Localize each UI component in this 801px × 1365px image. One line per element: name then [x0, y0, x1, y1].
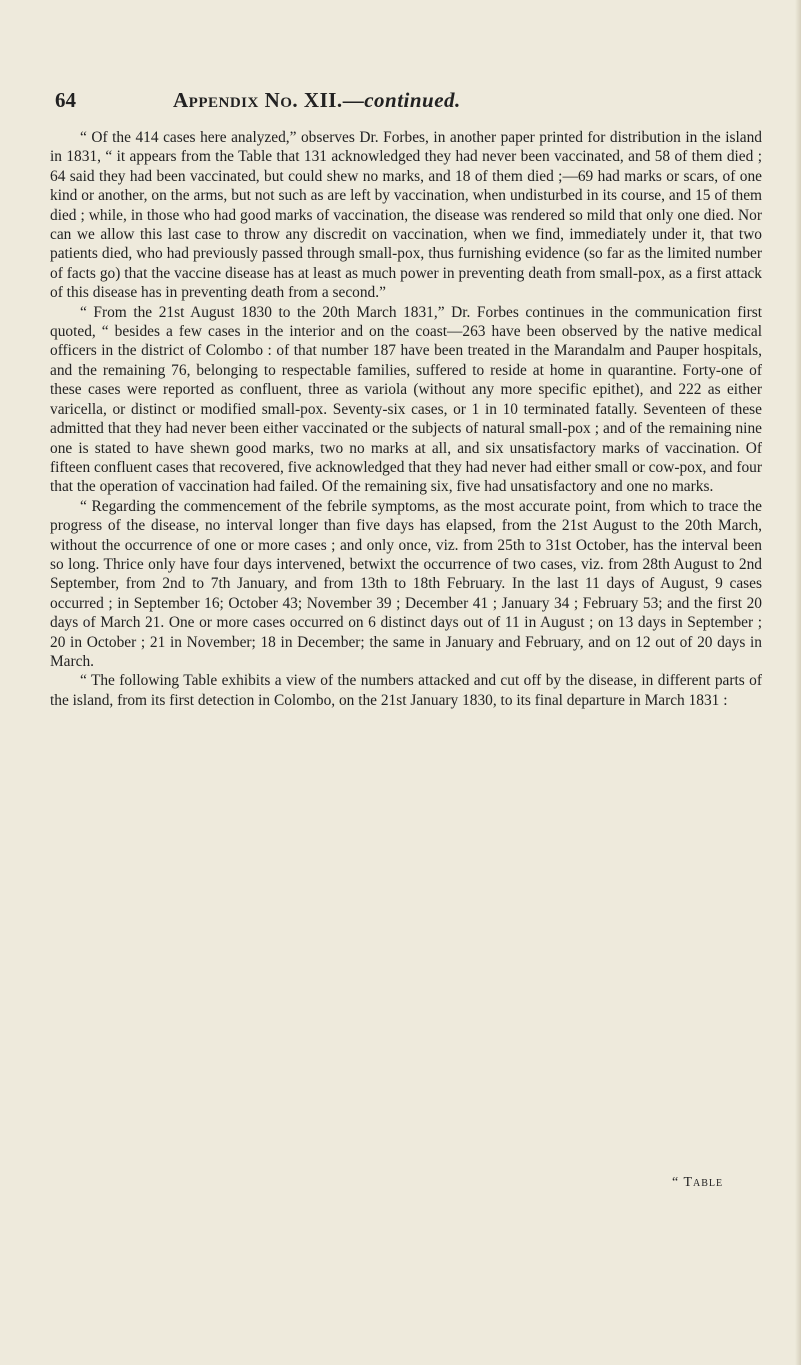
page-number: 64 — [55, 88, 76, 112]
page-header — [55, 88, 755, 118]
running-title-main: Appendix No. XII. — [173, 88, 343, 112]
running-title-continued: continued. — [364, 88, 461, 112]
running-title — [173, 88, 633, 113]
running-title-dash: — — [342, 88, 365, 112]
paragraph-vaccination-statistics: “ Of the 414 cases here analyzed,” observes Dr. Forbes, in another paper printed for distribution in the island in 1831, “ it appears from the Table that 131 acknowledged they had never been vaccinated, and 58 of them died ; 64 said they had been vaccinated, but could shew no marks, and 18 of them died ;—69 had marks or scars, of one kind or another, on the arms, but not such as are left by vaccination, when undisturbed in its course, and 15 of them died ; while, in those who had good marks of vaccination, the disease was rendered so mild that only one died. Nor can we allow this last case to throw any discredit on vaccination, when we find, immediately under it, that two patients died, who had previously passed through small-pox, thus furnishing evidence (so far as the limited number of facts go) that the vaccine disease has at least as much power in preventing death from small-pox, as a first attack of this disease has in preventing death from a second.” — [50, 129, 762, 302]
body-text — [50, 128, 762, 710]
paragraph-colombo-cases: “ From the 21st August 1830 to the 20th March 1831,” Dr. Forbes continues in the communication first quoted, “ besides a few cases in the interior and on the coast—263 have been observed by the native medical officers in the district of Colombo : of that number 187 have been treated in the Marandalm and Pauper hospitals, and the remaining 76, belonging to respectable families, suffered to reside at home in quarantine. Forty-one of these cases were reported as confluent, three as variola (without any more specific epithet), and 222 as either varicella, or distinct or modified small-pox. Seventy-six cases, or 1 in 10 terminated fatally. Seventeen of these admitted that they had never been either vaccinated or the subjects of natural small-pox ; and of the remaining nine one is stated to have shewn good marks, two no marks at all, and six unsatisfactory marks of vaccination. Of fifteen confluent cases that recovered, five acknowledged that they had never had either small or cow-pox, and four that the operation of vaccination had failed. Of the remaining six, five had unsatisfactory and one no marks. — [50, 303, 762, 496]
paragraph-febrile-symptoms: “ Regarding the commencement of the febrile symptoms, as the most accurate point, from which to trace the progress of the disease, no interval longer than five days has elapsed, from the 21st August to the 20th March, without the occurrence of one or more cases ; and only once, viz. from 25th to 31st October, has the interval been so long. Thrice only have four days intervened, betwixt the occurrence of two cases, viz. from 28th August to 2nd September, from 2nd to 7th January, and from 13th to 18th February. In the last 11 days of August, 9 cases occurred ; in September 16; October 43; November 39 ; December 41 ; January 34 ; February 53; and the first 20 days of March 21. One or more cases occurred on 6 distinct days out of 11 in August ; on 13 days in September ; 20 in October ; 21 in November; 18 in December; the same in January and February, and on 12 out of 20 days in March. — [50, 497, 762, 670]
page-edge — [795, 0, 801, 1365]
catchword: “ Table — [672, 1175, 724, 1190]
paragraph-table-intro: “ The following Table exhibits a view of the numbers attacked and cut off by the disease, in different parts of the island, from its first detection in Colombo, on the 21st January 1830, to its final departure in March 1831 : — [50, 672, 762, 709]
